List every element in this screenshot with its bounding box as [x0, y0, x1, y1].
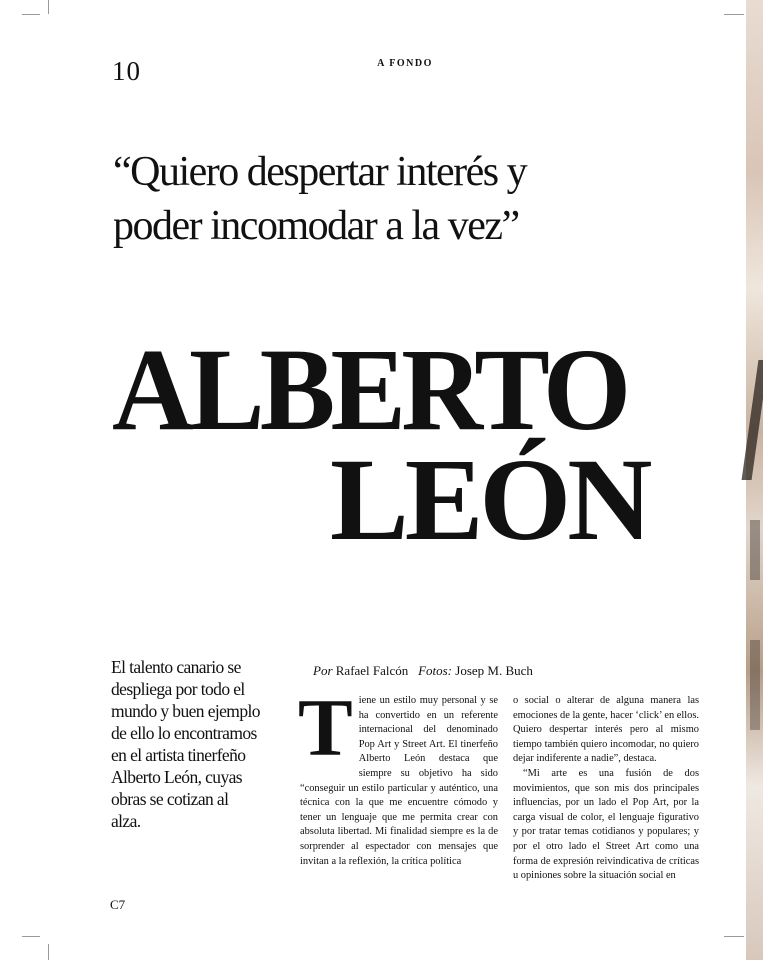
drop-cap: T	[298, 682, 353, 773]
byline-photos-prefix: Fotos:	[418, 663, 453, 678]
byline-photographer: Josep M. Buch	[455, 663, 533, 678]
byline-author: Rafael Falcón	[335, 663, 409, 678]
body-column-2-paragraph-1: o social o alterar de alguna manera las emociones de la gente, hacer ‘click’ en ellos. Quiero despertar interés pero al mismo tiempo también quiero incomodar, no quiero dejar indiferente a nadie”, destaca.	[513, 695, 699, 765]
body-column-1	[298, 682, 498, 869]
crop-mark-top-right	[724, 14, 744, 15]
body-column-1-text: iene un estilo muy personal y se ha convertido en un referente internacional del denominado Pop Art y Street Art. El tinerfeño Alberto León destaca que siempre su objetivo ha sido “conseguir un estilo particular y auténtico, una técnica con la que me encuentre cómodo y tener un lenguaje que me permita crear con absoluta libertad. Mi finalidad siempre es la de sorprender al espectador con mensajes que invitan a la reflexión, la crítica política	[300, 695, 498, 867]
body-column-2-paragraph-2: “Mi arte es una fusión de dos movimientos, que son mis dos principales influencias, por un lado el Pop Art, por la carga visual de color, el lenguaje figurativo y por tratar temas cotidianos y populares; y por el otro lado el Street Art como una forma de expresión reivindicativa de críticas u opiniones sobre la situación social en	[513, 767, 699, 882]
folio: C7	[110, 897, 126, 912]
page-number: 10	[112, 56, 141, 86]
body-column-2	[513, 694, 699, 884]
crop-mark-top-left	[22, 14, 40, 15]
intro-text: El talento canario se despliega por todo el mundo y buen ejemplo de ello lo encontramos en el artista tinerfeño Alberto León, cuyas obras se cotizan al alza.	[111, 657, 260, 831]
name-line-1: ALBERTO	[112, 324, 627, 455]
name-line-2: LEÓN	[330, 434, 649, 565]
byline-author-prefix: Por	[313, 663, 333, 678]
adjacent-page-photo	[746, 0, 763, 960]
crop-mark-bottom-left	[22, 936, 40, 937]
crop-mark-bottom-right	[724, 936, 744, 937]
crop-mark-top-left-v	[48, 0, 49, 14]
section-label: A FONDO	[377, 58, 433, 69]
byline	[313, 663, 533, 679]
headline-quote: “Quiero despertar interés y poder incomodar a la vez”	[113, 149, 527, 249]
crop-mark-bottom-left-v	[48, 944, 49, 960]
